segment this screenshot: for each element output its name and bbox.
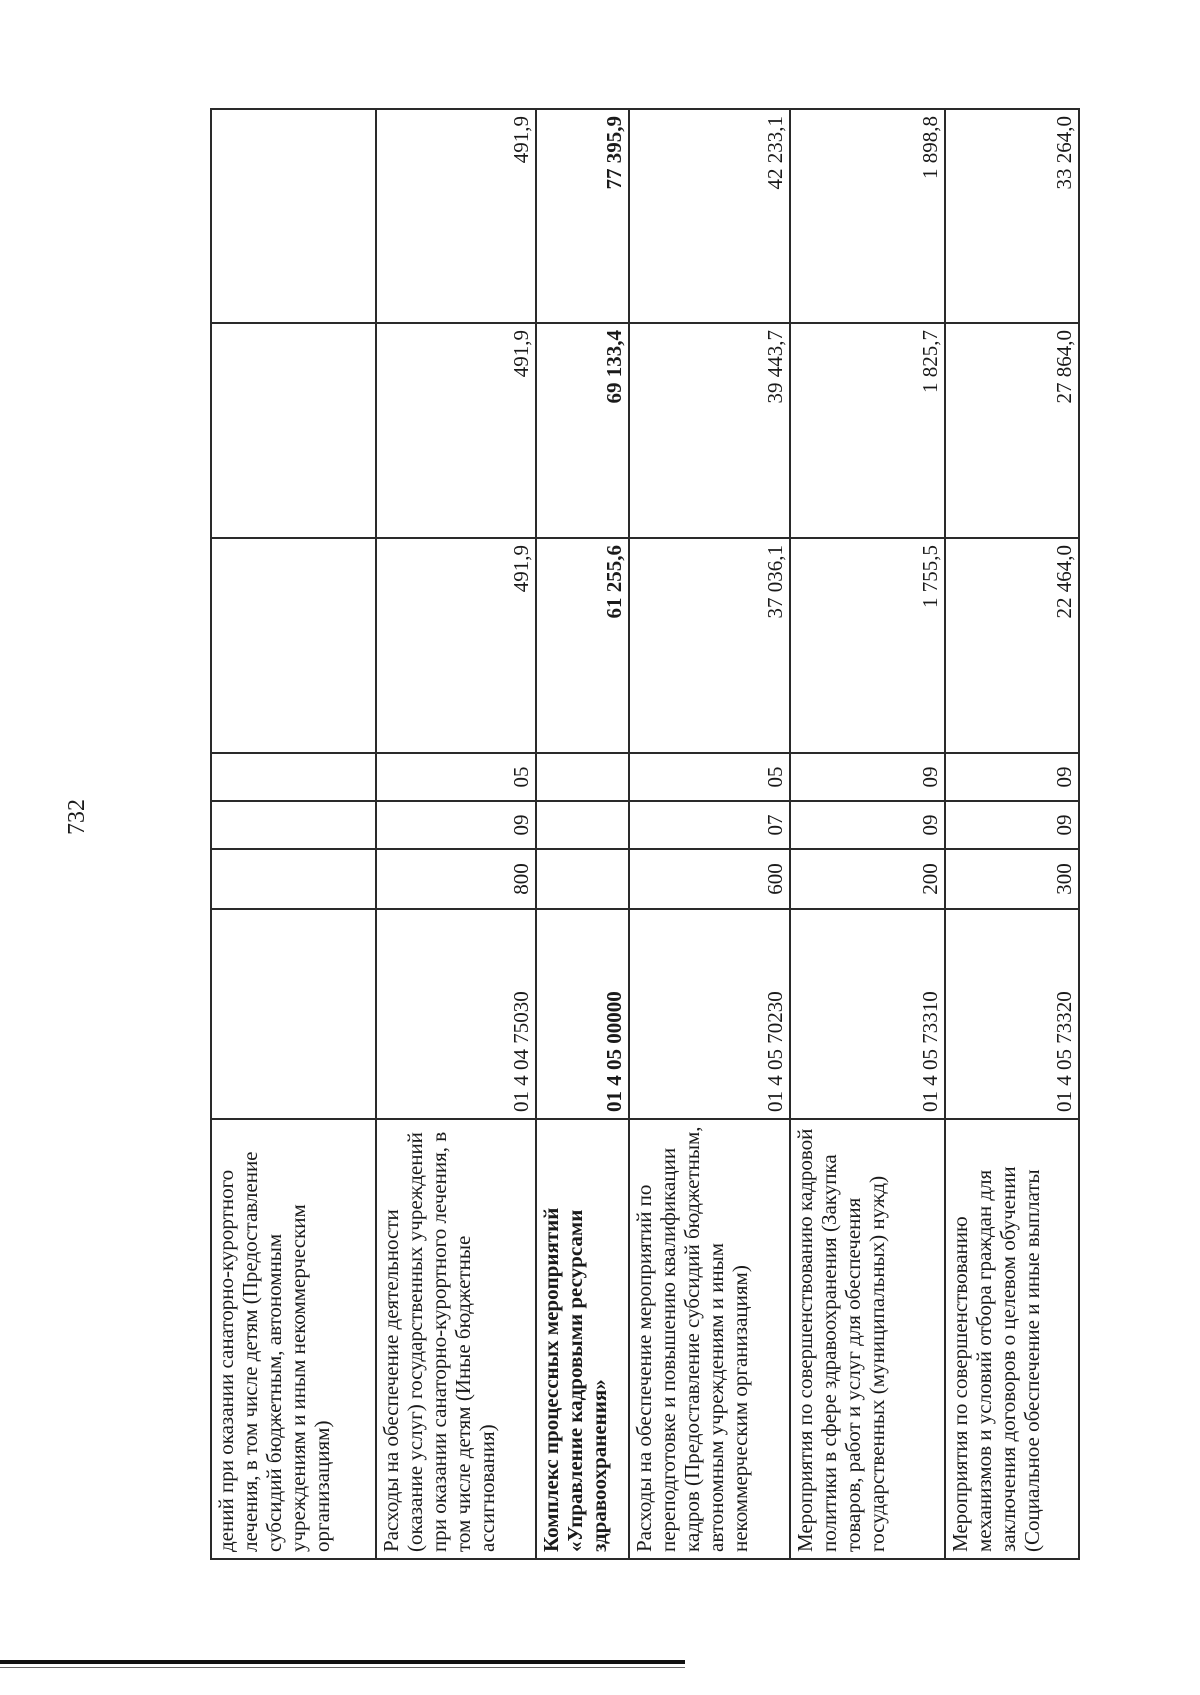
row-vr: 300 [945,849,1079,909]
row-year2: 27 864,0 [945,323,1079,538]
row-year2: 69 133,4 [536,323,629,538]
row-rz: 09 [790,801,945,849]
table-row [629,109,789,1559]
budget-table [210,108,1080,1560]
row-year3 [211,109,376,323]
table-row [211,109,376,1559]
budget-table-body [211,109,1079,1559]
row-year3: 33 264,0 [945,109,1079,323]
row-code: 01 4 05 73310 [790,909,945,1119]
table-row [376,109,536,1559]
row-pr [536,753,629,801]
table-row [790,109,945,1559]
row-year3: 491,9 [376,109,536,323]
row-description: Комплекс процессных мероприятий «Управление кадровыми ресурсами здравоохранения» [536,1119,629,1559]
row-pr: 05 [376,753,536,801]
page-number: 732 [64,799,90,835]
row-year1 [211,538,376,753]
row-pr: 05 [629,753,789,801]
row-description: дений при оказании санаторно-курортного лечения, в том числе детям (Предоставление субсидий бюджетным, автономным учреждениям и иным некоммерческим организациям) [211,1119,376,1559]
row-pr: 09 [790,753,945,801]
row-year3: 77 395,9 [536,109,629,323]
row-year1: 22 464,0 [945,538,1079,753]
row-pr: 09 [945,753,1079,801]
row-rz: 09 [945,801,1079,849]
row-rz [536,801,629,849]
row-year2: 1 825,7 [790,323,945,538]
row-year1: 491,9 [376,538,536,753]
row-code: 01 4 05 70230 [629,909,789,1119]
row-vr [211,849,376,909]
row-vr: 200 [790,849,945,909]
row-year3: 1 898,8 [790,109,945,323]
row-year1: 61 255,6 [536,538,629,753]
row-year1: 1 755,5 [790,538,945,753]
row-code [211,909,376,1119]
row-description: Мероприятия по совершенствованию кадровой политики в сфере здравоохранения (Закупка товаров, работ и услуг для обеспечения государственных (муниципальных) нужд) [790,1119,945,1559]
table-row [536,109,629,1559]
row-pr [211,753,376,801]
bottom-rule-thin [0,1667,685,1668]
row-vr: 600 [629,849,789,909]
row-description: Расходы на обеспечение мероприятий по переподготовке и повышению квалификации кадров (Предоставление субсидий бюджетным, автономным учреждениям и иным некоммерческим организациям) [629,1119,789,1559]
table-row [945,109,1079,1559]
row-vr [536,849,629,909]
row-year1: 37 036,1 [629,538,789,753]
bottom-rule [0,1660,685,1664]
row-code: 01 4 04 75030 [376,909,536,1119]
row-year2: 39 443,7 [629,323,789,538]
row-rz [211,801,376,849]
row-code: 01 4 05 73320 [945,909,1079,1119]
row-year2: 491,9 [376,323,536,538]
row-year3: 42 233,1 [629,109,789,323]
budget-table-frame [210,110,1080,1560]
row-description: Мероприятия по совершенствованию механизмов и условий отбора граждан для заключения договоров о целевом обучении (Социальное обеспечение и иные выплаты [945,1119,1079,1559]
row-vr: 800 [376,849,536,909]
row-code: 01 4 05 00000 [536,909,629,1119]
row-description: Расходы на обеспечение деятельности (оказание услуг) государственных учреждений при оказании санаторно-курортного лечения, в том числе детям (Иные бюджетные ассигнования) [376,1119,536,1559]
row-rz: 07 [629,801,789,849]
row-year2 [211,323,376,538]
row-rz: 09 [376,801,536,849]
